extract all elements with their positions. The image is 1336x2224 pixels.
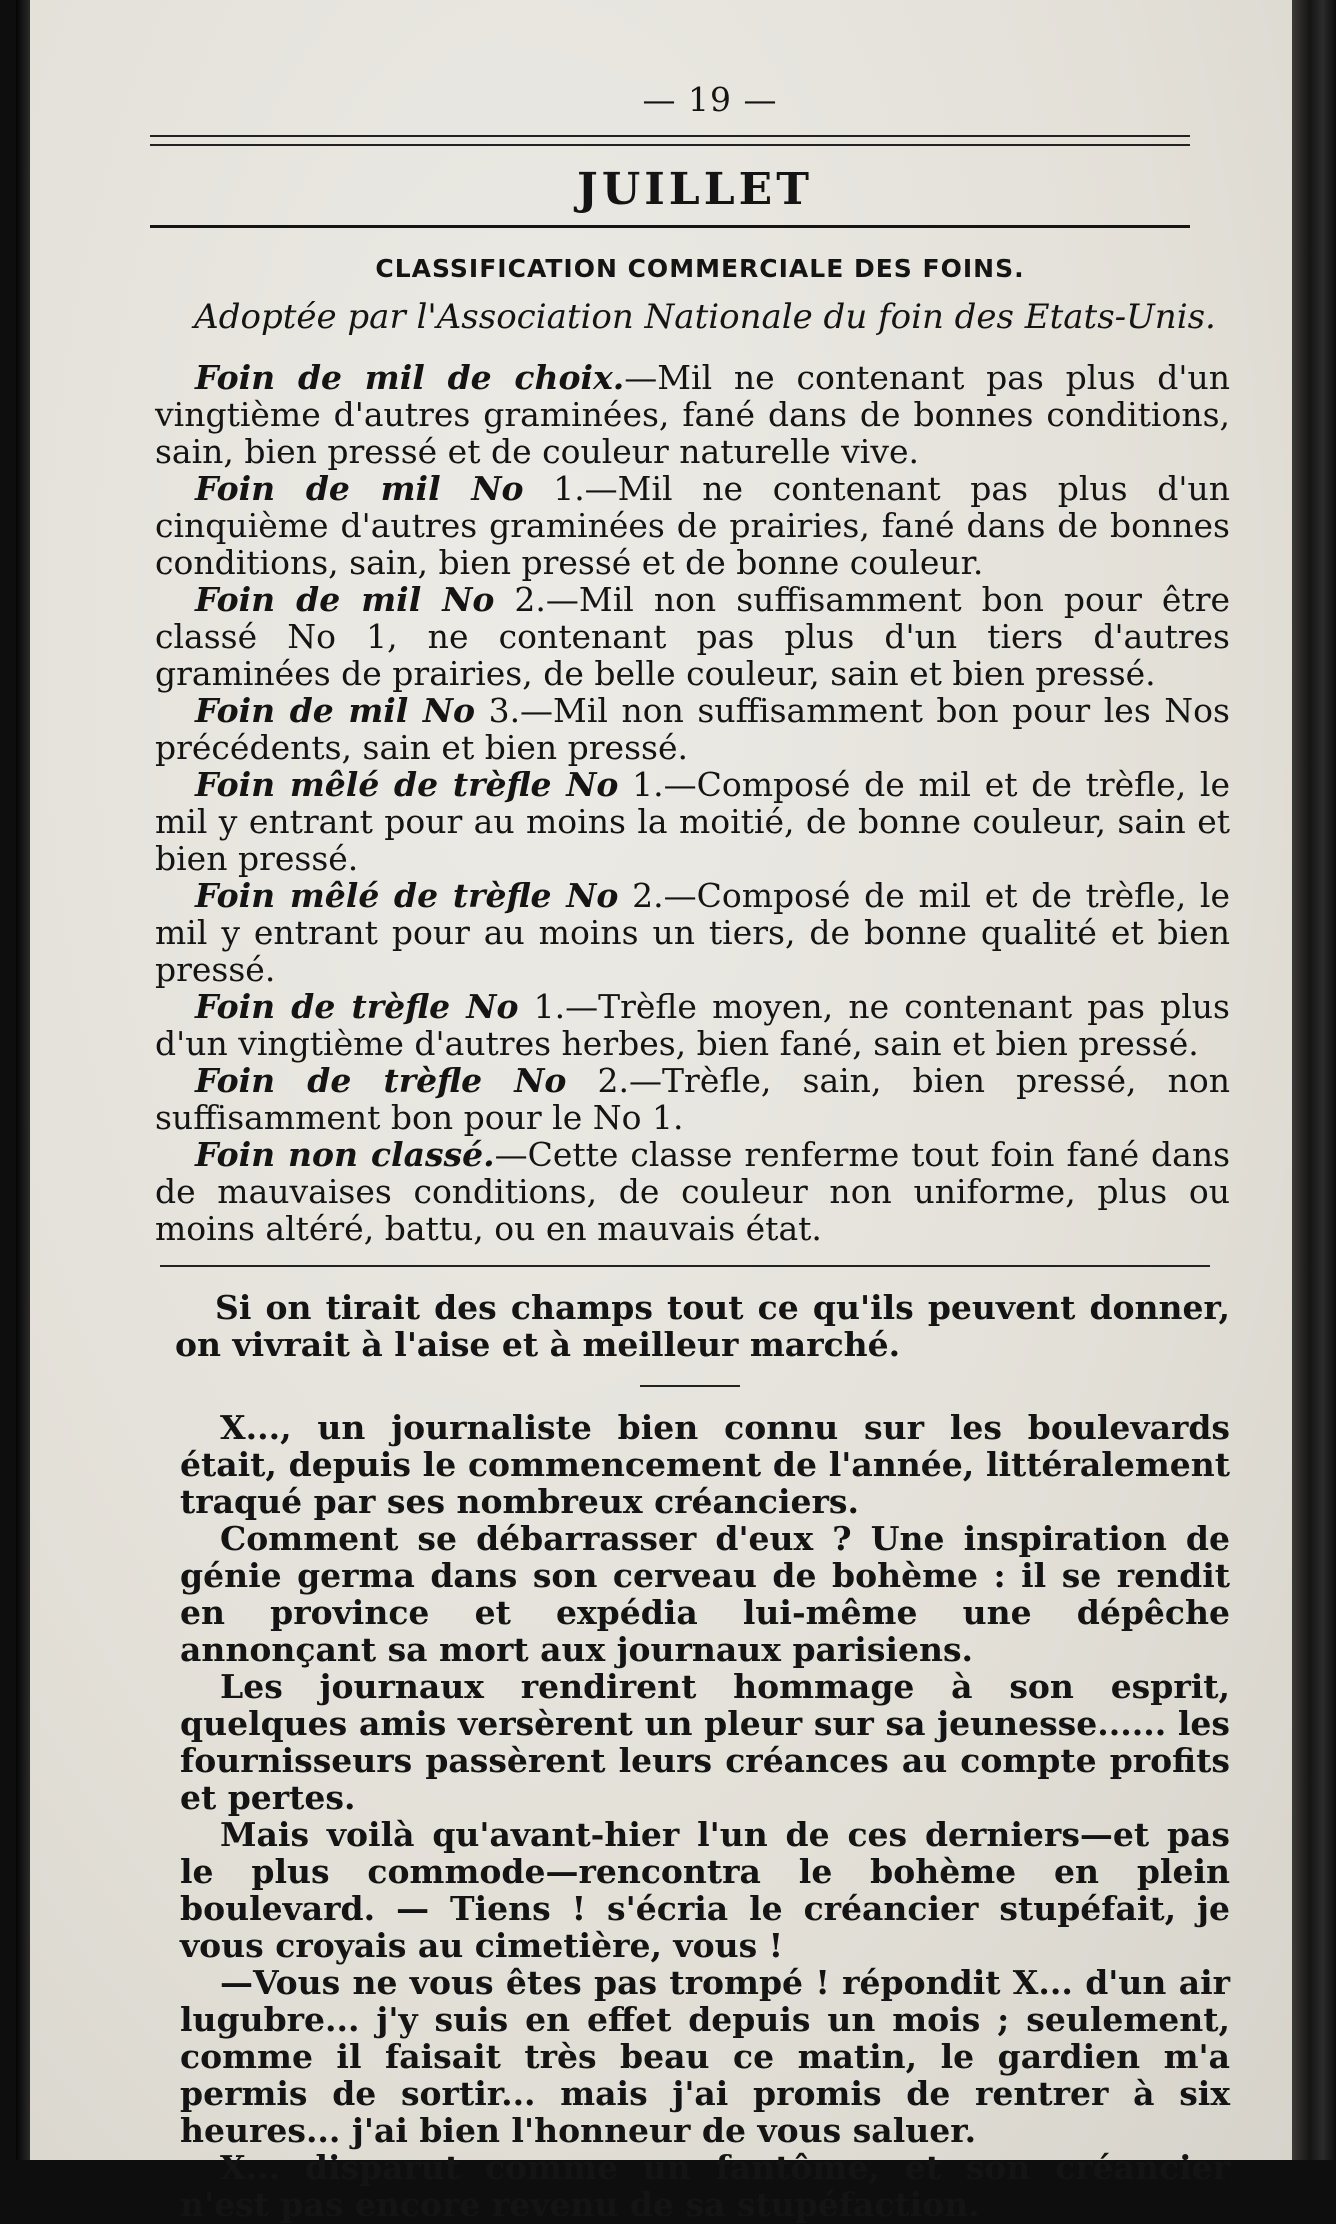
maxim: Si on tirait des champs tout ce qu'ils peuvent donner, on vivrait à l'aise et à meilleur marché. (175, 1288, 1230, 1364)
anecdote-section (120, 1409, 1230, 2223)
section-heading: CLASSIFICATION COMMERCIALE DES FOINS. (375, 254, 1025, 283)
anecdote-paragraph: Mais voilà qu'avant-hier l'un de ces derniers—et pas le plus commode—rencontra le bohème en plein boulevard. — Tiens ! s'écria le créancier stupéfait, je vous croyais au cimetière, vous ! (180, 1815, 1230, 1965)
header-double-rule (150, 135, 1190, 146)
classification-entry: Foin mêlé de trèfle No 2.—Composé de mil et de trèfle, le mil y entrant pour au moins un tiers, de bonne qualité et bien pressé. (155, 876, 1230, 989)
classification-entry: Foin de trèfle No 2.—Trèfle, sain, bien pressé, non suffisamment bon pour le No 1. (155, 1061, 1230, 1137)
anecdote-paragraph: Les journaux rendirent hommage à son esprit, quelques amis versèrent un pleur sur sa jeunesse...... les fournisseurs passèrent leurs créances au compte profits et pertes. (180, 1667, 1230, 1817)
classification-entry: Foin mêlé de trèfle No 1.—Composé de mil et de trèfle, le mil y entrant pour au moins la moitié, de bonne couleur, sain et bien pressé. (155, 765, 1230, 878)
anecdote-paragraph: X..., un journaliste bien connu sur les boulevards était, depuis le commencement de l'année, littéralement traqué par ses nombreux créanciers. (180, 1408, 1230, 1521)
adoption-note: Adoptée par l'Association Nationale du foin des Etats-Unis. (194, 297, 1216, 337)
anecdote-paragraph: Comment se débarrasser d'eux ? Une inspiration de génie germa dans son cerveau de bohème : il se rendit en province et expédia lui-même une dépêche annonçant sa mort aux journaux parisiens. (180, 1519, 1230, 1669)
page-content (120, 80, 1230, 2223)
classification-entry: Foin de mil No 1.—Mil ne contenant pas plus d'un cinquième d'autres graminées de prairies, fané dans de bonnes conditions, sain, bien pressé et de bonne couleur. (155, 469, 1230, 582)
page-edge (1292, 0, 1336, 2160)
page-number: — 19 — (642, 80, 778, 119)
book-spine (16, 0, 30, 2160)
classification-entry: Foin non classé.—Cette classe renferme tout foin fané dans de mauvaises conditions, de couleur non uniforme, plus ou moins altéré, battu, ou en mauvais état. (155, 1135, 1231, 1248)
anecdote-paragraph: X... disparut comme un fantôme, et son créancier n'est pas encore revenu de sa stupéfaction. (180, 2148, 1230, 2224)
month-rule (150, 225, 1190, 228)
short-divider (640, 1385, 740, 1387)
classification-entry: Foin de mil No 2.—Mil non suffisamment bon pour être classé No 1, ne contenant pas plus d'un tiers d'autres graminées de prairies, de belle couleur, sain et bien pressé. (155, 580, 1230, 693)
classification-entry: Foin de mil No 3.—Mil non suffisamment bon pour les Nos précédents, sain et bien pressé. (155, 691, 1230, 767)
classification-entry: Foin de trèfle No 1.—Trèfle moyen, ne contenant pas plus d'un vingtième d'autres herbes, bien fané, sain et bien pressé. (155, 987, 1230, 1063)
section-divider (160, 1265, 1210, 1267)
anecdote-paragraph: —Vous ne vous êtes pas trompé ! répondit X... d'un air lugubre... j'y suis en effet depuis un mois ; seulement, comme il faisait très beau ce matin, le gardien m'a permis de sortir... mais j'ai promis de rentrer à six heures... j'ai bien l'honneur de vous saluer. (180, 1963, 1230, 2150)
classification-entry: Foin de mil de choix.—Mil ne contenant pas plus d'un vingtième d'autres graminées, fané dans de bonnes conditions, sain, bien pressé et de couleur naturelle vive. (155, 358, 1230, 471)
classification-list (120, 359, 1230, 1247)
month-title: JUILLET (577, 164, 813, 215)
maxim-section (120, 1289, 1230, 1363)
